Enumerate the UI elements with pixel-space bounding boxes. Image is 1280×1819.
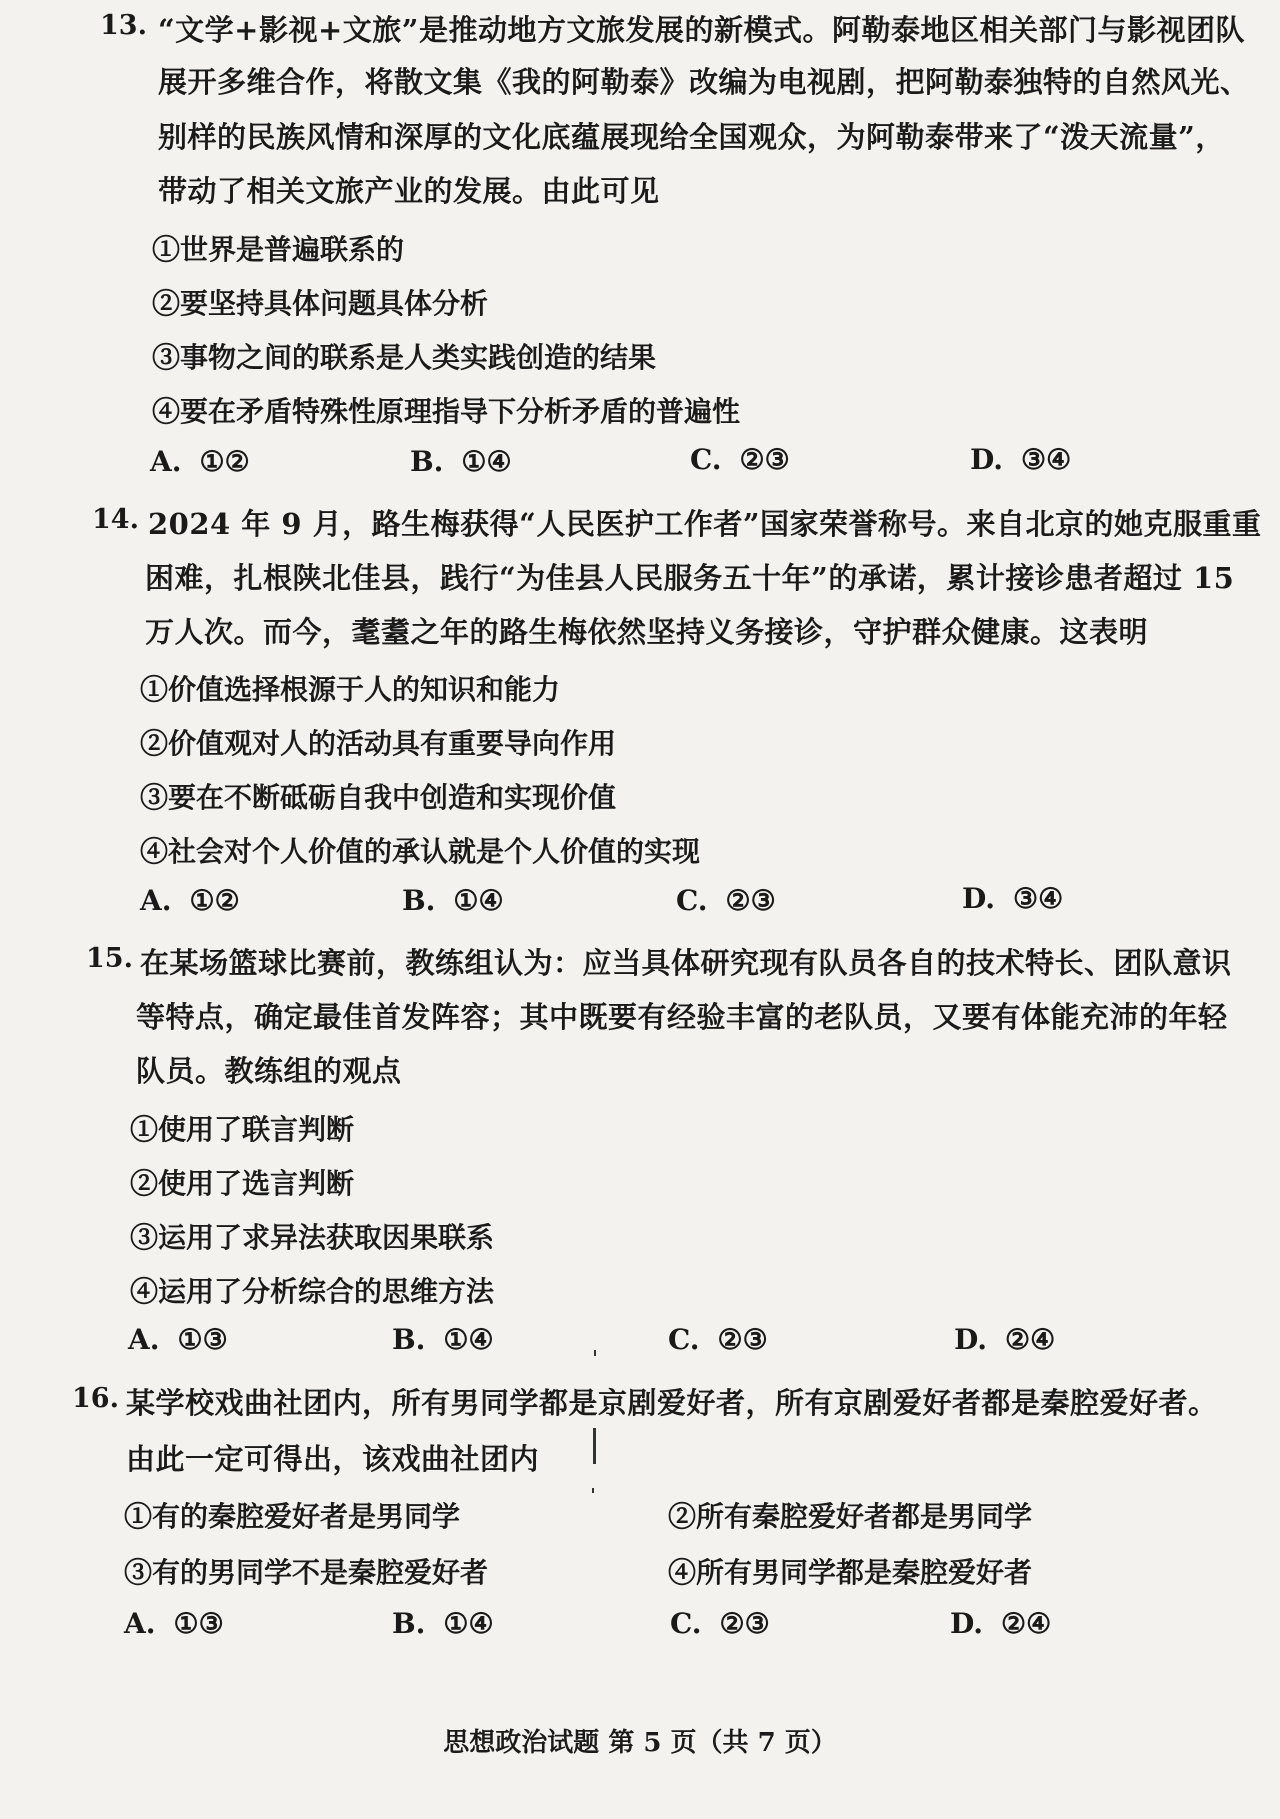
choice-letter: A. — [124, 1607, 156, 1640]
choice-d[interactable] — [962, 882, 1063, 915]
choice-value: ②③ — [717, 1323, 768, 1356]
statement-1: ①使用了联言判断 — [130, 1113, 355, 1146]
choice-letter: A. — [140, 884, 172, 917]
choice-c[interactable] — [668, 1323, 768, 1356]
choice-letter: A. — [150, 445, 182, 478]
question-stem-line: 别样的民族风情和深厚的文化底蕴展现给全国观众，为阿勒泰带来了“泼天流量”， — [158, 120, 1225, 154]
choice-value: ②③ — [725, 884, 776, 917]
statement-2: ②使用了选言判断 — [130, 1167, 355, 1200]
statement-2: ②价值观对人的活动具有重要导向作用 — [140, 727, 617, 760]
choice-value: ②③ — [739, 443, 790, 476]
question-stem-line: 由此一定可得出，该戏曲社团内 — [126, 1442, 540, 1476]
choice-value: ②④ — [1005, 1323, 1056, 1356]
pen-mark — [592, 1488, 594, 1493]
choice-letter: B. — [410, 445, 444, 478]
statement-3: ③运用了求异法获取因果联系 — [130, 1221, 495, 1254]
choice-letter: B. — [392, 1607, 426, 1640]
question-stem-line: 带动了相关文旅产业的发展。由此可见 — [158, 174, 660, 208]
choice-b[interactable] — [392, 1323, 494, 1356]
choice-letter: B. — [392, 1323, 426, 1356]
question-stem-line: 某学校戏曲社团内，所有男同学都是京剧爱好者，所有京剧爱好者都是秦腔爱好者。 — [126, 1386, 1218, 1420]
choice-letter: B. — [402, 884, 436, 917]
choice-letter: A. — [128, 1323, 160, 1356]
question-number: 15. — [86, 943, 133, 974]
choice-letter: D. — [970, 443, 1004, 476]
statement-4: ④运用了分析综合的思维方法 — [130, 1275, 495, 1308]
choice-value: ①③ — [173, 1607, 224, 1640]
choice-value: ①④ — [443, 1607, 494, 1640]
question-number: 16. — [72, 1383, 119, 1414]
statement-3: ③要在不断砥砺自我中创造和实现价值 — [140, 781, 617, 814]
choice-a[interactable] — [124, 1607, 224, 1640]
choice-value: ①④ — [461, 445, 512, 478]
statement-1: ①价值选择根源于人的知识和能力 — [140, 673, 561, 706]
choice-c[interactable] — [690, 443, 790, 476]
choice-d[interactable] — [970, 443, 1071, 476]
choice-a[interactable] — [150, 445, 250, 478]
choice-value: ①④ — [453, 884, 504, 917]
choice-value: ①② — [189, 884, 240, 917]
statement-3: ③事物之间的联系是人类实践创造的结果 — [152, 341, 657, 374]
choice-value: ③④ — [1021, 443, 1072, 476]
statement-4: ④所有男同学都是秦腔爱好者 — [668, 1556, 1033, 1589]
pen-mark — [594, 1350, 596, 1356]
statement-4: ④要在矛盾特殊性原理指导下分析矛盾的普遍性 — [152, 395, 741, 428]
choice-letter: C. — [676, 884, 708, 917]
choice-letter: D. — [962, 882, 996, 915]
question-stem-line: 在某场篮球比赛前，教练组认为：应当具体研究现有队员各自的技术特长、团队意识 — [140, 946, 1232, 980]
statement-1: ①世界是普遍联系的 — [152, 233, 405, 266]
statement-2: ②所有秦腔爱好者都是男同学 — [668, 1500, 1033, 1533]
choice-a[interactable] — [140, 884, 240, 917]
choice-value: ③④ — [1013, 882, 1064, 915]
choice-a[interactable] — [128, 1323, 228, 1356]
choice-letter: C. — [670, 1607, 702, 1640]
question-number: 14. — [92, 504, 139, 535]
choice-b[interactable] — [402, 884, 504, 917]
statement-2: ②要坚持具体问题具体分析 — [152, 287, 489, 320]
choice-d[interactable] — [950, 1607, 1051, 1640]
statement-1: ①有的秦腔爱好者是男同学 — [124, 1500, 461, 1533]
choice-value: ①④ — [443, 1323, 494, 1356]
page-footer: 思想政治试题 第 5 页（共 7 页） — [443, 1728, 837, 1758]
statement-3: ③有的男同学不是秦腔爱好者 — [124, 1556, 489, 1589]
choice-d[interactable] — [954, 1323, 1055, 1356]
choice-b[interactable] — [392, 1607, 494, 1640]
question-stem-line: “文学+影视+文旅”是推动地方文旅发展的新模式。阿勒泰地区相关部门与影视团队 — [158, 13, 1245, 47]
choice-value: ①③ — [177, 1323, 228, 1356]
question-stem-line: 困难，扎根陕北佳县，践行“为佳县人民服务五十年”的承诺，累计接诊患者超过 15 — [145, 561, 1235, 595]
question-number: 13. — [100, 10, 147, 41]
choice-letter: C. — [690, 443, 722, 476]
question-stem-line: 等特点，确定最佳首发阵容；其中既要有经验丰富的老队员，又要有体能充沛的年轻 — [136, 1000, 1228, 1034]
choice-value: ②③ — [719, 1607, 770, 1640]
question-stem-line: 展开多维合作，将散文集《我的阿勒泰》改编为电视剧，把阿勒泰独特的自然风光、 — [158, 65, 1250, 99]
question-stem-line: 队员。教练组的观点 — [136, 1054, 402, 1088]
pen-mark — [593, 1428, 596, 1464]
choice-letter: C. — [668, 1323, 700, 1356]
question-stem-line: 万人次。而今，耄耋之年的路生梅依然坚持义务接诊，守护群众健康。这表明 — [145, 615, 1149, 649]
choice-b[interactable] — [410, 445, 512, 478]
choice-value: ②④ — [1001, 1607, 1052, 1640]
statement-4: ④社会对个人价值的承认就是个人价值的实现 — [140, 835, 701, 868]
choice-c[interactable] — [670, 1607, 770, 1640]
question-stem-line: 2024 年 9 月，路生梅获得“人民医护工作者”国家荣誉称号。来自北京的她克服重重 — [148, 507, 1262, 541]
choice-c[interactable] — [676, 884, 776, 917]
choice-letter: D. — [954, 1323, 988, 1356]
choice-letter: D. — [950, 1607, 984, 1640]
choice-value: ①② — [199, 445, 250, 478]
